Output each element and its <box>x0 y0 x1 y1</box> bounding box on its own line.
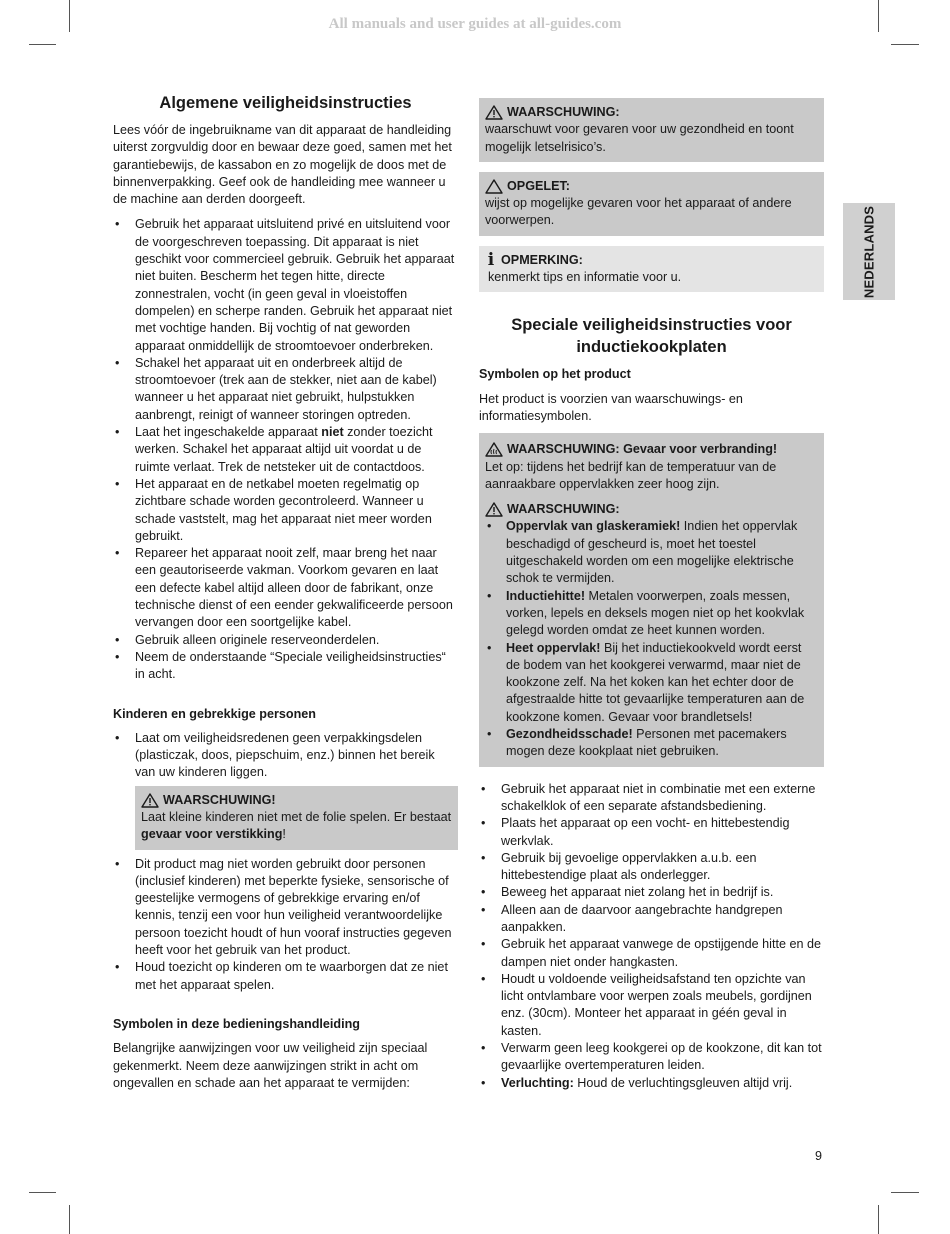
crop-mark <box>891 44 919 45</box>
list-item: • Heet oppervlak! Bij het inductiekookveld wordt eerst de bodem van het kookgerei verwarmd, maar niet de kookzone zelf. Na het koken kan het echter door de afgestraalde hitte tot gevaarlijke temperaturen aan de kookzone komen. Gevaar voor brandletsels! <box>485 640 818 726</box>
symbols-paragraph: Belangrijke aanwijzingen voor uw veiligheid zijn speciaal gekenmerkt. Neem deze aanwijzingen strikt in acht om ongevallen en schade aan het apparaat te vermijden: <box>113 1041 428 1090</box>
list-item: • Beweeg het apparaat niet zolang het in bedrijf is. <box>479 884 824 901</box>
legend-warning-text: waarschuwt voor gevaren voor uw gezondheid en toont mogelijk letselrisico’s. <box>485 122 794 154</box>
list-item: • Houdt u voldoende veiligheidsafstand ten opzichte van licht ontvlambare voor werpen zoals meubels, gordijnen enz. (30cm). Monteer het apparaat in géén geval in kasten. <box>479 971 824 1040</box>
children-list-b <box>113 856 458 994</box>
legend-note-box <box>479 246 824 293</box>
watermark: All manuals and user guides at all-guides.com <box>328 16 622 32</box>
info-icon: i <box>487 249 495 270</box>
list-item: • Gebruik het apparaat vanwege de opstijgende hitte en de dampen niet onder hangkasten. <box>479 936 824 971</box>
list-item: • Oppervlak van glaskeramiek! Indien het oppervlak beschadigd of gescheurd is, moet het toestel uitgeschakeld worden om een mogelijke elektrische schok te vermijden. <box>485 518 818 587</box>
child-warning-title: WAARSCHUWING! <box>163 792 276 807</box>
legend-warning-box <box>479 98 824 162</box>
legend-caution-box <box>479 172 824 236</box>
crop-mark <box>29 44 56 45</box>
caution-triangle-icon <box>485 179 503 194</box>
legend-note-text: kenmerkt tips en informatie voor u. <box>488 270 682 285</box>
list-item: • Laat het ingeschakelde apparaat niet zonder toezicht werken. Schakel het apparaat altijd uit voordat u de ruimte verlaat. Trek de netsteker uit de contactdoos. <box>113 424 458 476</box>
list-item: • Verwarm geen leeg kookgerei op de kookzone, dit kan tot gevaarlijke overtemperaturen leiden. <box>479 1040 824 1075</box>
list-item: • Neem de onderstaande “Speciale veiligheidsinstructies“ in acht. <box>113 649 458 684</box>
list-item: • Gebruik het apparaat uitsluitend privé en uitsluitend voor de voorgeschreven toepassing. Dit apparaat is niet geschikt voor commercieel gebruik. Gebruik het apparaat niet buiten. Bescherm het tegen hitte, directe zonnestralen, vocht (in geen geval in vloeistoffen dompelen) en scherpe randen. Gebruik het apparaat niet met vochtige handen. Bij vochtig of nat geworden apparaat onmiddellijk de stroomtoevoer onderbreken. <box>113 216 458 354</box>
list-item: • Alleen aan de daarvoor aangebrachte handgrepen aanpakken. <box>479 902 824 937</box>
legend-warning-title: WAARSCHUWING: <box>507 105 620 119</box>
section-title: Algemene veiligheidsinstructies <box>159 94 412 112</box>
product-warning-box <box>479 433 824 766</box>
list-item: • Houd toezicht op kinderen om te waarborgen dat ze niet met het apparaat spelen. <box>113 959 458 994</box>
children-list <box>113 730 458 782</box>
page-number: 9 <box>815 1149 823 1163</box>
warning-title: WAARSCHUWING: <box>507 502 620 517</box>
list-item: • Verluchting: Houd de verluchtingsgleuven altijd vrij. <box>479 1075 824 1092</box>
product-symbols-paragraph: Het product is voorzien van waarschuwings- en informatiesymbolen. <box>479 391 743 423</box>
language-tab-label: NEDERLANDS <box>861 205 877 298</box>
crop-mark <box>891 1192 919 1193</box>
crop-mark <box>878 1205 879 1234</box>
warning-list <box>485 518 818 760</box>
warning-triangle-icon <box>141 793 159 808</box>
legend-caution-text: wijst op mogelijke gevaren voor het apparaat of andere voorwerpen. <box>485 196 792 228</box>
list-item: • Gebruik bij gevoelige oppervlakken a.u.b. een hittebestendige plaat als onderlegger. <box>479 850 824 885</box>
list-item: • Gebruik alleen originele reserveonderdelen. <box>113 632 458 649</box>
right-column <box>479 98 824 1098</box>
list-item: • Schakel het apparaat uit en onderbreek altijd de stroomtoevoer (trek aan de stekker, niet aan de kabel) wanneer u het apparaat niet gebruikt, hulpstukken aanbrengt, reinigt of wanneer storingen optreden. <box>113 355 458 424</box>
child-warning-box <box>135 786 458 850</box>
list-item: • Het apparaat en de netkabel moeten regelmatig op zichtbare schade worden gecontroleerd. Wanneer u schade vaststelt, mag het apparaat niet meer worden gebruikt. <box>113 476 458 545</box>
language-tab <box>843 203 895 300</box>
list-item: • Repareer het apparaat nooit zelf, maar breng het naar een geautoriseerde vakman. Voorkom gevaren en laat een defecte kabel altijd alleen door de fabrikant, onze technische dienst of een eender gekwalificeerde persoon vervangen door een soortgelijke kabel. <box>113 545 458 631</box>
list-item: • Dit product mag niet worden gebruikt door personen (inclusief kinderen) met beperkte fysieke, sensorische of geestelijke vermogens of gebrekkige ervaring en/of kennis, tenzij een voor hun veiligheid verantwoordelijke persoon toezicht houdt of hun vooraf instructies gegeven heeft voor het gebruik van het product. <box>113 856 458 960</box>
child-warning-text: Laat kleine kinderen niet met de folie spelen. Er bestaat gevaar voor verstikking! <box>141 809 452 842</box>
left-column <box>113 92 458 1100</box>
cooktop-safety-list <box>479 781 824 1092</box>
hot-warning-text: Let op: tijdens het bedrijf kan de temperatuur van de aanraakbare oppervlakken zeer hoog zijn. <box>485 459 777 491</box>
hot-warning-title: WAARSCHUWING: Gevaar voor verbranding! <box>507 442 778 457</box>
legend-caution-title: OPGELET: <box>507 178 570 193</box>
list-item: • Laat om veiligheidsredenen geen verpakkingsdelen (plasticzak, doos, piepschuim, enz.) binnen het bereik van uw kinderen liggen. <box>113 730 458 782</box>
crop-mark <box>69 1205 70 1234</box>
list-item: • Gebruik het apparaat niet in combinatie met een externe schakelklok of een separate afstandsbediening. <box>479 781 824 816</box>
general-safety-list <box>113 216 458 683</box>
hot-surface-icon <box>485 442 503 457</box>
list-item: • Plaats het apparaat op een vocht- en hittebestendig werkvlak. <box>479 815 824 850</box>
symbols-heading: Symbolen in deze bedieningshandleiding <box>113 1016 361 1031</box>
list-item: • Inductiehitte! Metalen voorwerpen, zoals messen, vorken, lepels en deksels mogen niet op het kookvlak gelegd worden omdat ze heet kunnen worden. <box>485 588 818 640</box>
list-item: • Gezondheidsschade! Personen met pacemakers mogen deze kookplaat niet gebruiken. <box>485 726 818 761</box>
warning-triangle-icon <box>485 502 503 517</box>
warning-triangle-icon <box>485 105 503 120</box>
product-symbols-heading: Symbolen op het product <box>479 367 631 382</box>
intro-paragraph: Lees vóór de ingebruikname van dit apparaat de handleiding uiterst zorgvuldig door en bewaar deze goed, samen met het garantiebewijs, de kassabon en zo mogelijk de doos met de binnenverpakking. Geef ook de handleiding mee wanneer u de machine aan derden doorgeeft. <box>113 123 452 207</box>
special-section-title: Speciale veiligheidsinstructies voor inductiekookplaten <box>511 316 792 357</box>
children-heading: Kinderen en gebrekkige personen <box>113 706 316 721</box>
legend-note-title: OPMERKING: <box>501 252 583 267</box>
crop-mark <box>29 1192 56 1193</box>
